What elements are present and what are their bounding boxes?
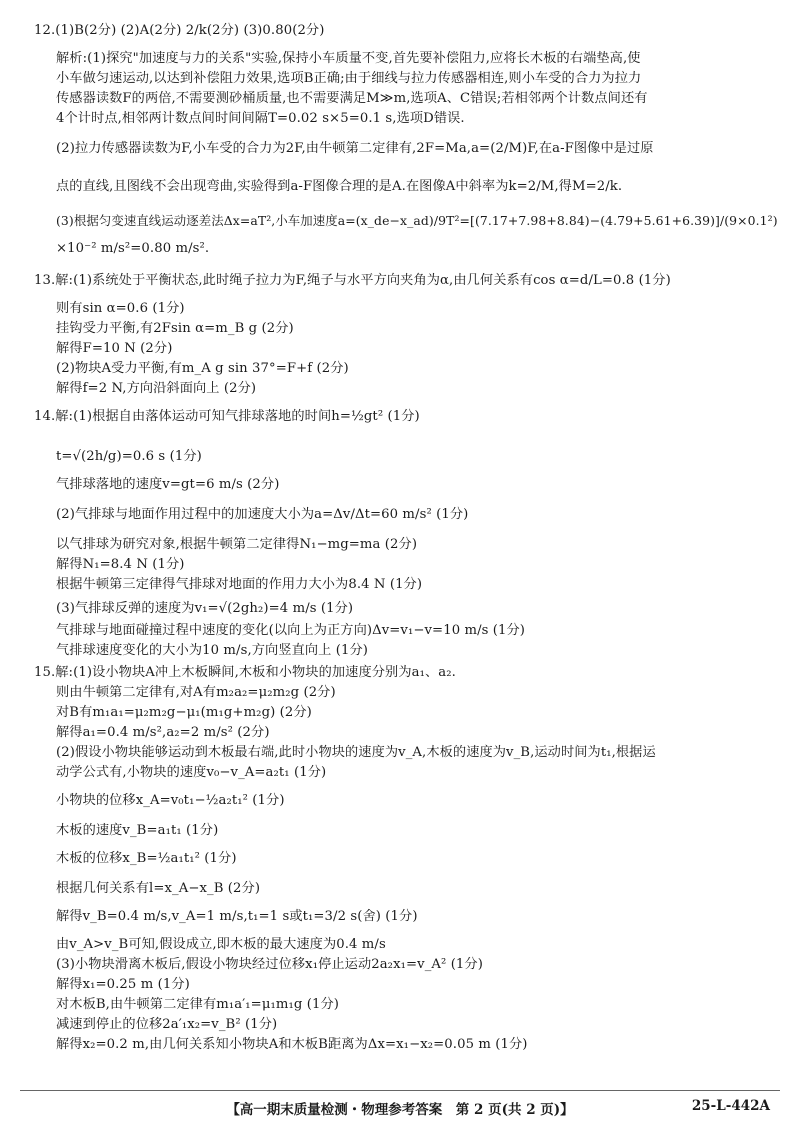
text-line: t=√(2h/g)=0.6 s (1分) [56,449,202,464]
text-line: 点的直线,且图线不会出现弯曲,实验得到a-F图像合理的是A.在图像A中斜率为k=2/M,得M=2/k. [56,179,623,194]
text-line: 解得F=10 N (2分) [56,341,173,356]
text-line: (3)根据匀变速直线运动逐差法Δx=aT²,小车加速度a=(x_de−x_ad)/9T²=[(7.17+7.98+8.84)−(4.79+5.61+6.39)]/(9×0.1²) [56,213,778,228]
text-line: (2)拉力传感器读数为F,小车受的合力为2F,由牛顿第二定律有,2F=Ma,a=(2/M)F,在a-F图像中是过原 [56,141,654,156]
text-line: 15.解:(1)设小物块A冲上木板瞬间,木板和小物块的加速度分别为a₁、a₂. [34,665,456,680]
text-line: 动学公式有,小物块的速度v₀−v_A=a₂t₁ (1分) [56,765,327,780]
text-line: 解得f=2 N,方向沿斜面向上 (2分) [56,381,257,396]
footer-title: 【高一期末质量检测・物理参考答案 第 2 页(共 2 页)】 [226,1102,574,1118]
text-line: (2)气排球与地面作用过程中的加速度大小为a=Δv/Δt=60 m/s² (1分) [56,507,469,522]
text-line: 解得x₂=0.2 m,由几何关系知小物块A和木板B距离为Δx=x₁−x₂=0.05 m (1分) [56,1037,528,1052]
text-line: 根据几何关系有l=x_A−x_B (2分) [56,881,261,896]
text-line: (2)假设小物块能够运动到木板最右端,此时小物块的速度为v_A,木板的速度为v_B,运动时间为t₁,根据运 [56,745,656,760]
text-line: (2)物块A受力平衡,有m_A g sin 37°=F+f (2分) [56,361,349,376]
text-line: 解得x₁=0.25 m (1分) [56,977,190,992]
text-line: (3)气排球反弹的速度为v₁=√(2gh₂)=4 m/s (1分) [56,601,354,616]
text-line: 以气排球为研究对象,根据牛顿第二定律得N₁−mg=ma (2分) [56,537,418,552]
text-line: 则有sin α=0.6 (1分) [56,301,185,316]
text-line: 4个计时点,相邻两计数点间时间间隔T=0.02 s×5=0.1 s,选项D错误. [56,111,465,126]
footer-divider [20,1090,780,1091]
text-line: 气排球与地面碰撞过程中速度的变化(以向上为正方向)Δv=v₁−v=10 m/s (1分) [56,623,526,638]
text-line: 木板的位移x_B=½a₁t₁² (1分) [56,851,237,866]
text-line: 气排球速度变化的大小为10 m/s,方向竖直向上 (1分) [56,643,369,658]
text-line: 小车做匀速运动,以达到补偿阻力效果,选项B正确;由于细线与拉力传感器相连,则小车受的合力为拉力 [56,71,642,86]
text-line: 13.解:(1)系统处于平衡状态,此时绳子拉力为F,绳子与水平方向夹角为α,由几何关系有cos α=d/L=0.8 (1分) [34,273,671,288]
text-line: 解析:(1)探究"加速度与力的关系"实验,保持小车质量不变,首先要补偿阻力,应将长木板的右端垫高,使 [56,51,641,66]
text-line: 解得N₁=8.4 N (1分) [56,557,185,572]
text-line: 由v_A>v_B可知,假设成立,即木板的最大速度为0.4 m/s [56,937,386,952]
footer-code: 25-L-442A [691,1098,770,1114]
text-line: 传感器读数F的两倍,不需要测砂桶质量,也不需要满足M≫m,选项A、C错误;若相邻两个计数点间还有 [56,91,648,106]
text-line: (3)小物块滑离木板后,假设小物块经过位移x₁停止运动2a₂x₁=v_A² (1分) [56,957,483,972]
text-line: 12.(1)B(2分) (2)A(2分) 2/k(2分) (3)0.80(2分) [34,23,325,38]
text-line: 解得a₁=0.4 m/s²,a₂=2 m/s² (2分) [56,725,270,740]
text-line: 则由牛顿第二定律有,对A有m₂a₂=μ₂m₂g (2分) [56,685,336,700]
text-line: 对木板B,由牛顿第二定律有m₁a′₁=μ₁m₁g (1分) [56,997,339,1012]
text-line: 挂钩受力平衡,有2Fsin α=m_B g (2分) [56,321,294,336]
text-line: 减速到停止的位移2a′₁x₂=v_B² (1分) [56,1017,278,1032]
text-line: ×10⁻² m/s²=0.80 m/s². [56,241,210,256]
text-line: 根据牛顿第三定律得气排球对地面的作用力大小为8.4 N (1分) [56,577,423,592]
text-line: 14.解:(1)根据自由落体运动可知气排球落地的时间h=½gt² (1分) [34,409,420,424]
text-line: 气排球落地的速度v=gt=6 m/s (2分) [56,477,280,492]
text-line: 木板的速度v_B=a₁t₁ (1分) [56,823,219,838]
text-line: 对B有m₁a₁=μ₂m₂g−μ₁(m₁g+m₂g) (2分) [56,705,312,720]
text-line: 解得v_B=0.4 m/s,v_A=1 m/s,t₁=1 s或t₁=3/2 s(舍) (1分) [56,909,418,924]
text-line: 小物块的位移x_A=v₀t₁−½a₂t₁² (1分) [56,793,285,808]
page-footer [0,1096,800,1118]
